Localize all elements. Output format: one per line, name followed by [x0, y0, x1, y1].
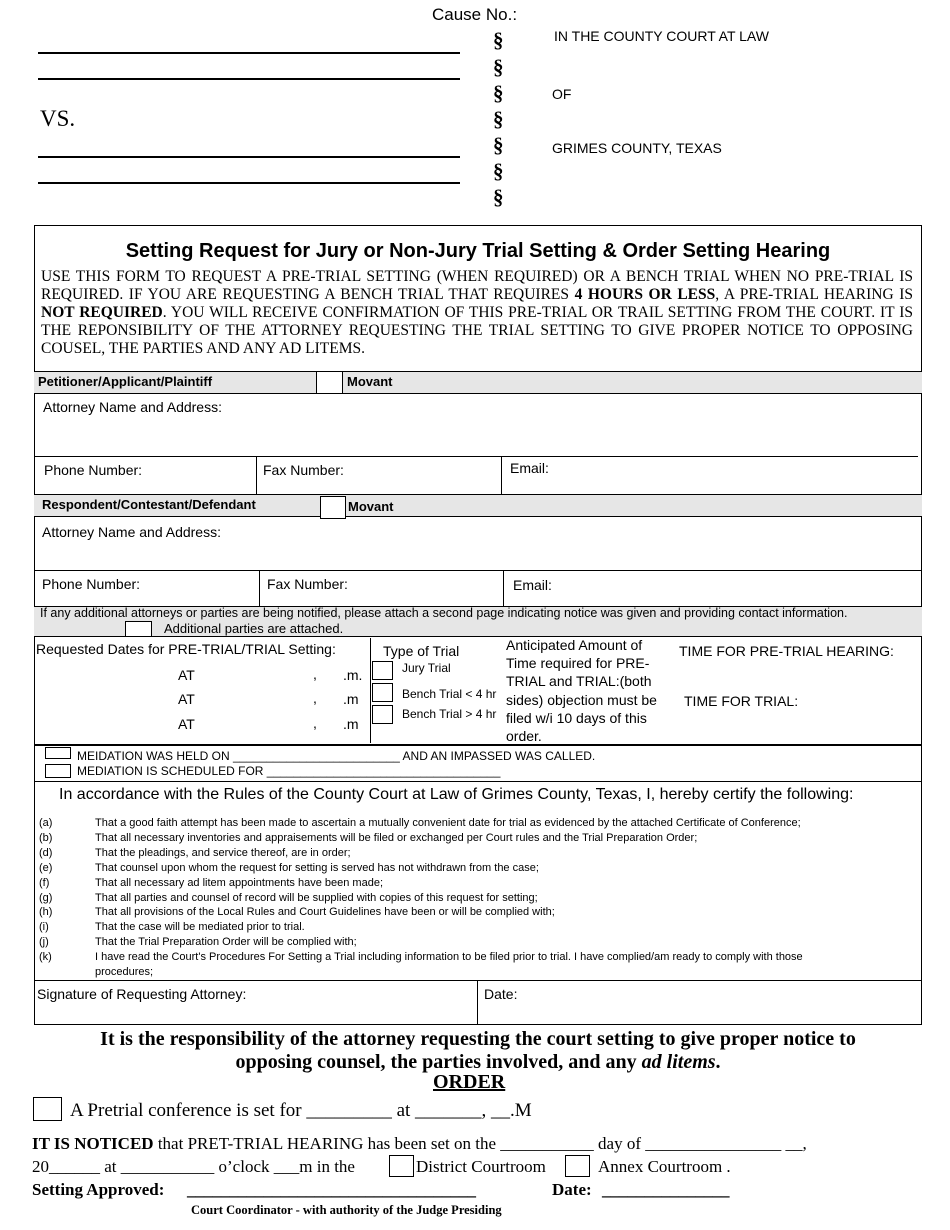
- mediation-held-text: MEIDATION WAS HELD ON _________________________ AND AN IMPASSED WAS CALLED.: [77, 749, 596, 763]
- court-name-line-2: OF: [552, 86, 572, 102]
- signature-label[interactable]: Signature of Requesting Attorney:: [37, 986, 247, 1002]
- signature-date-label[interactable]: Date:: [484, 986, 518, 1002]
- petitioner-divider: [501, 456, 502, 494]
- section-symbol: §: [493, 28, 504, 52]
- plaintiff-line-1[interactable]: [38, 52, 460, 54]
- mediation-scheduled-text: MEDIATION IS SCHEDULED FOR ___________________________________: [77, 764, 501, 778]
- jury-trial-label: Jury Trial: [402, 661, 451, 675]
- mediation-divider: [34, 744, 922, 746]
- petitioner-phone-label[interactable]: Phone Number:: [44, 462, 143, 478]
- petitioner-movant-checkbox[interactable]: [316, 371, 343, 394]
- petitioner-movant-label: Movant: [347, 374, 393, 389]
- defendant-line-2[interactable]: [38, 182, 460, 184]
- hearing-year-line[interactable]: 20______ at ___________ o’clock ___m in the: [32, 1157, 355, 1176]
- defendant-line-1[interactable]: [38, 156, 460, 158]
- order-date-label: Date:: [552, 1180, 592, 1199]
- respondent-phone-label[interactable]: Phone Number:: [42, 576, 141, 592]
- court-name-line-3: GRIMES COUNTY, TEXAS: [552, 140, 722, 156]
- section-symbol: §: [493, 81, 504, 105]
- bench-trial-over-4-label: Bench Trial > 4 hr: [402, 707, 497, 721]
- anticipated-time-note: Anticipated Amount of Time required for PRE-TRIAL and TRIAL:(both sides) objection must be filed w/i 10 days of this order.: [506, 637, 657, 745]
- bench-trial-under-4-label: Bench Trial < 4 hr: [402, 687, 497, 701]
- section-symbol: §: [493, 159, 504, 183]
- respondent-attorney-field[interactable]: [34, 518, 922, 570]
- petitioner-divider: [34, 456, 918, 457]
- additional-parties-label: Additional parties are attached.: [164, 621, 344, 636]
- court-coordinator-caption: Court Coordinator - with authority of the Judge Presiding: [191, 1203, 502, 1217]
- pretrial-conference-line[interactable]: A Pretrial conference is set for _________ at _______, __.M: [70, 1100, 532, 1121]
- annex-courtroom-label: Annex Courtroom .: [598, 1157, 731, 1176]
- date-row-1-at[interactable]: AT: [178, 667, 195, 683]
- bench-trial-over-4-checkbox[interactable]: [372, 705, 393, 724]
- petitioner-divider: [256, 456, 257, 494]
- responsibility-notice: It is the responsibility of the attorney requesting the court setting to give proper notice to opposing counsel, the parties involved, and any ad litems.: [100, 1028, 856, 1073]
- bench-trial-under-4-checkbox[interactable]: [372, 683, 393, 702]
- petitioner-email-label[interactable]: Email:: [510, 460, 549, 476]
- requested-dates-label: Requested Dates for PRE-TRIAL/TRIAL Setting:: [36, 641, 336, 657]
- order-title: ORDER: [433, 1071, 506, 1093]
- annex-courtroom-checkbox[interactable]: [565, 1155, 590, 1177]
- respondent-movant-checkbox[interactable]: [320, 496, 346, 519]
- date-row-3-at[interactable]: AT: [178, 716, 195, 732]
- trial-type-divider: [370, 638, 371, 743]
- date-row-3-comma: ,: [313, 715, 317, 731]
- versus-label: VS.: [40, 106, 76, 131]
- date-row-3-meridiem[interactable]: .m: [343, 716, 359, 732]
- cause-number-label: Cause No.:: [432, 5, 518, 24]
- certify-intro: In accordance with the Rules of the County Court at Law of Grimes County, Texas, I, hereby certify the following:: [59, 786, 854, 803]
- trial-type-label: Type of Trial: [383, 643, 460, 659]
- respondent-divider: [34, 570, 922, 571]
- order-date-line[interactable]: _______________: [602, 1180, 730, 1199]
- setting-approved-line[interactable]: __________________________________: [187, 1180, 476, 1199]
- petitioner-fax-label[interactable]: Fax Number:: [263, 462, 344, 478]
- respondent-attorney-label: Attorney Name and Address:: [42, 524, 221, 540]
- respondent-divider: [503, 570, 504, 606]
- additional-parties-checkbox[interactable]: [125, 621, 152, 637]
- form-title: Setting Request for Jury or Non-Jury Trial Setting & Order Setting Hearing: [125, 240, 831, 262]
- plaintiff-line-2[interactable]: [38, 78, 460, 80]
- mediation-held-checkbox[interactable]: [45, 747, 71, 759]
- additional-parties-note: If any additional attorneys or parties are being notified, please attach a second page indicating notice was given and providing contact information.: [40, 606, 848, 620]
- respondent-movant-label: Movant: [348, 499, 394, 514]
- respondent-fax-label[interactable]: Fax Number:: [267, 576, 348, 592]
- court-name-line-1: IN THE COUNTY COURT AT LAW: [554, 28, 769, 44]
- district-courtroom-label: District Courtroom: [416, 1157, 546, 1176]
- date-row-2-meridiem[interactable]: .m: [343, 691, 359, 707]
- trial-time-label[interactable]: TIME FOR TRIAL:: [684, 693, 799, 709]
- date-row-2-at[interactable]: AT: [178, 691, 195, 707]
- section-symbol: §: [493, 107, 504, 131]
- form-instructions: USE THIS FORM TO REQUEST A PRE-TRIAL SETTING (WHEN REQUIRED) OR A BENCH TRIAL WHEN NO PRE-TRIAL IS REQUIRED. IF YOU ARE REQUESTING A BENCH TRIAL THAT REQUIRES 4 HOURS OR LESS, A PRE-TRIAL HEARING IS NOT REQUIRED. YOU WILL RECEIVE CONFIRMATION OF THIS PRE-TRIAL OR TRAIL SETTING FROM THE COURT. IT IS THE REPONSIBILITY OF THE ATTORNEY REQUESTING THE TRIAL SETTING TO GIVE PROPER NOTICE TO OPPOSING COUSEL, THE PARTIES AND ANY AD LITEMS.: [41, 268, 913, 357]
- respondent-divider: [259, 570, 260, 606]
- pretrial-conference-checkbox[interactable]: [33, 1097, 62, 1121]
- date-row-1-comma: ,: [313, 666, 317, 682]
- petitioner-heading: Petitioner/Applicant/Plaintiff: [38, 374, 213, 389]
- pretrial-time-label[interactable]: TIME FOR PRE-TRIAL HEARING:: [679, 643, 894, 659]
- petitioner-attorney-field[interactable]: [34, 395, 922, 456]
- setting-approved-label: Setting Approved:: [32, 1180, 165, 1199]
- jury-trial-checkbox[interactable]: [372, 661, 393, 680]
- mediation-bottom-line: [34, 781, 922, 782]
- signature-top-line: [34, 980, 922, 981]
- date-row-2-comma: ,: [313, 690, 317, 706]
- respondent-heading: Respondent/Contestant/Defendant: [42, 497, 256, 512]
- section-symbol: §: [493, 133, 504, 157]
- section-symbol: §: [493, 185, 504, 209]
- noticed-line[interactable]: IT IS NOTICED that PRET-TRIAL HEARING has been set on the ___________ day of ________________ __,: [32, 1134, 807, 1153]
- petitioner-attorney-label: Attorney Name and Address:: [43, 399, 222, 415]
- signature-bottom-line: [34, 1024, 922, 1025]
- district-courtroom-checkbox[interactable]: [389, 1155, 414, 1177]
- mediation-scheduled-checkbox[interactable]: [45, 764, 71, 778]
- section-symbol: §: [493, 55, 504, 79]
- signature-divider: [477, 980, 478, 1025]
- respondent-email-label[interactable]: Email:: [513, 577, 552, 593]
- date-row-1-meridiem[interactable]: .m.: [343, 667, 363, 683]
